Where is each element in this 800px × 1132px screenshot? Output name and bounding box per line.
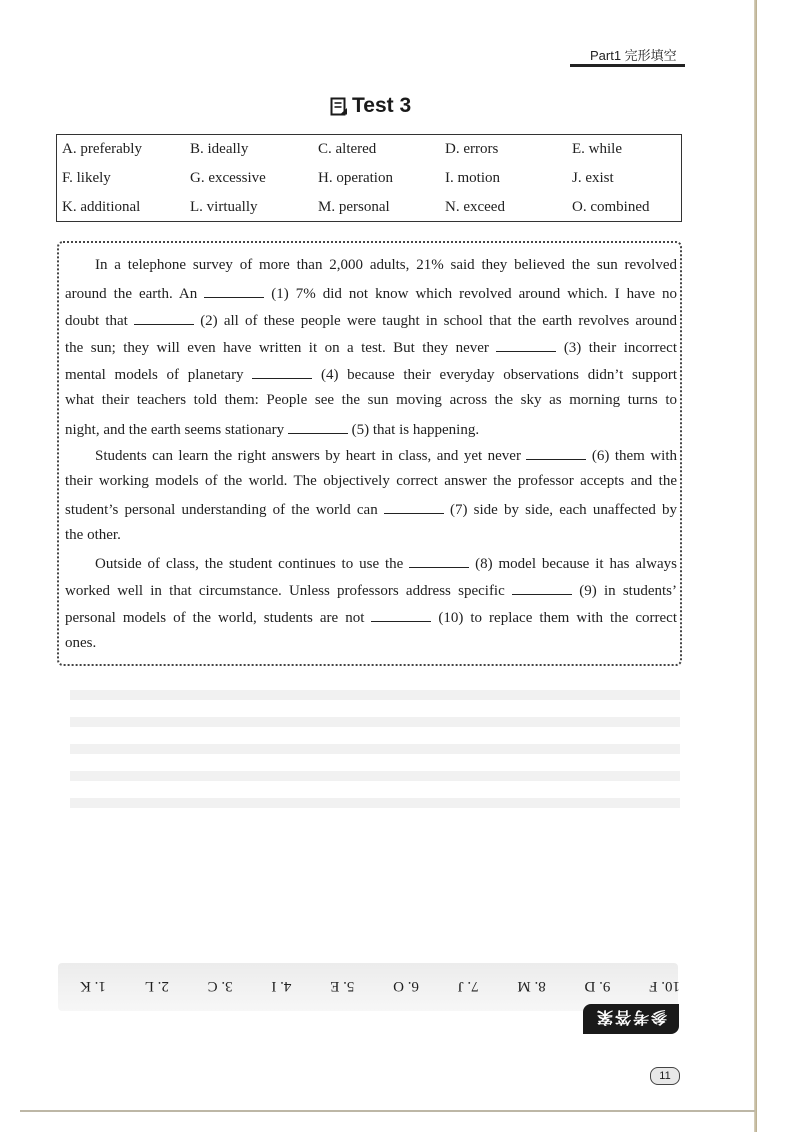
answer-item: 1. K [80,978,106,994]
answer-item: 9. D [584,978,611,994]
passage-text: (9) in students’ [572,583,677,599]
answer-item: 5. E [330,978,355,994]
passage-text: worked well in that circumstance. Unless professors address specific [65,583,512,599]
page-edge [754,0,757,1132]
passage-text: Students can learn the right answers by heart in class, and yet never [95,448,527,464]
passage-text: Outside of class, the student continues to use the [95,556,410,572]
passage-text: the other. [65,527,121,543]
document-icon [330,97,348,116]
passage-line [65,419,677,440]
word-option: L. virtually [190,199,258,215]
word-option: N. exceed [445,199,505,215]
passage-line [65,310,677,331]
answer-item: 2. L [144,978,169,994]
answer-item: 6. O [393,978,419,994]
passage-text: around the earth. An [65,286,205,302]
answer-blank[interactable] [496,337,556,352]
passage-line [65,634,677,653]
word-option: M. personal [318,199,390,215]
answer-item: 7. J [457,978,479,994]
passage-text: (8) model because it has always [469,556,677,572]
word-option: O. combined [572,199,650,215]
word-option: B. ideally [190,141,249,157]
word-option: I. motion [445,170,500,186]
section-header: Part1 完形填空 [590,48,677,63]
passage-line [65,337,677,358]
passage-text: doubt that [65,313,135,329]
bleed-through-texture [70,690,680,820]
passage-line [65,526,677,545]
passage-text: their working models of the world. The objectively correct answer the professor accepts and the [65,473,677,489]
answer-item: 3. C [207,978,233,994]
passage-text: (4) because their everyday observations didn’t support [312,367,677,383]
passage-text: (2) all of these people were taught in school that the earth revolves around [194,313,677,329]
word-option: C. altered [318,141,377,157]
word-option: K. additional [62,199,141,215]
answer-blank[interactable] [204,283,264,298]
answer-key [80,977,680,994]
passage-text: In a telephone survey of more than 2,000 adults, 21% said they believed the sun revolved [95,257,677,273]
passage-text: student’s personal understanding of the world can [65,502,384,518]
passage-line [65,283,677,304]
answer-blank[interactable] [409,553,469,568]
word-option: H. operation [318,170,393,186]
passage-text: mental models of planetary [65,367,253,383]
word-option: E. while [572,141,622,157]
page-edge-bottom [20,1110,755,1112]
passage-text: personal models of the world, students are not [65,610,372,626]
passage-line [65,580,677,601]
answer-blank[interactable] [134,310,194,325]
word-option: A. preferably [62,141,142,157]
answer-blank[interactable] [384,499,444,514]
passage-text: the sun; they will even have written it on a test. But they never [65,340,497,356]
passage-text: (6) them with [586,448,677,464]
word-option: G. excessive [190,170,266,186]
passage-text: (10) to replace them with the correct [431,610,677,626]
passage-line [65,364,677,385]
passage-text: (1) 7% did not know which revolved around which. I have no [264,286,677,302]
passage-line [95,256,677,275]
word-option: D. errors [445,141,499,157]
passage-line [95,553,677,574]
page-title [330,94,411,118]
header-rule [570,64,685,67]
passage-line [95,445,677,466]
answer-blank[interactable] [252,364,312,379]
word-option: F. likely [62,170,111,186]
answer-item: 10. F [649,978,680,994]
title-text: Test 3 [352,94,412,117]
passage-line [65,391,677,410]
answer-item: 4. I [271,978,292,994]
answer-blank[interactable] [512,580,572,595]
passage-text: (7) side by side, each unaffected by [443,502,678,518]
passage-text: (3) their incorrect [556,340,677,356]
answer-key-label: 参考答案 [583,1004,679,1034]
passage-text: (5) that is happening. [347,422,480,438]
page-number: 11 [650,1067,680,1085]
passage-line [65,499,677,520]
answer-item: 8. M [517,978,546,994]
passage-line [65,607,677,628]
answer-blank[interactable] [526,445,586,460]
passage-text: night, and the earth seems stationary [65,422,288,438]
passage-text: ones. [65,635,97,651]
passage-line [65,472,677,491]
passage-text: what their teachers told them: People see the sun moving across the sky as morning turns to [65,392,677,408]
word-option: J. exist [572,170,614,186]
answer-blank[interactable] [371,607,431,622]
answer-blank[interactable] [288,419,348,434]
